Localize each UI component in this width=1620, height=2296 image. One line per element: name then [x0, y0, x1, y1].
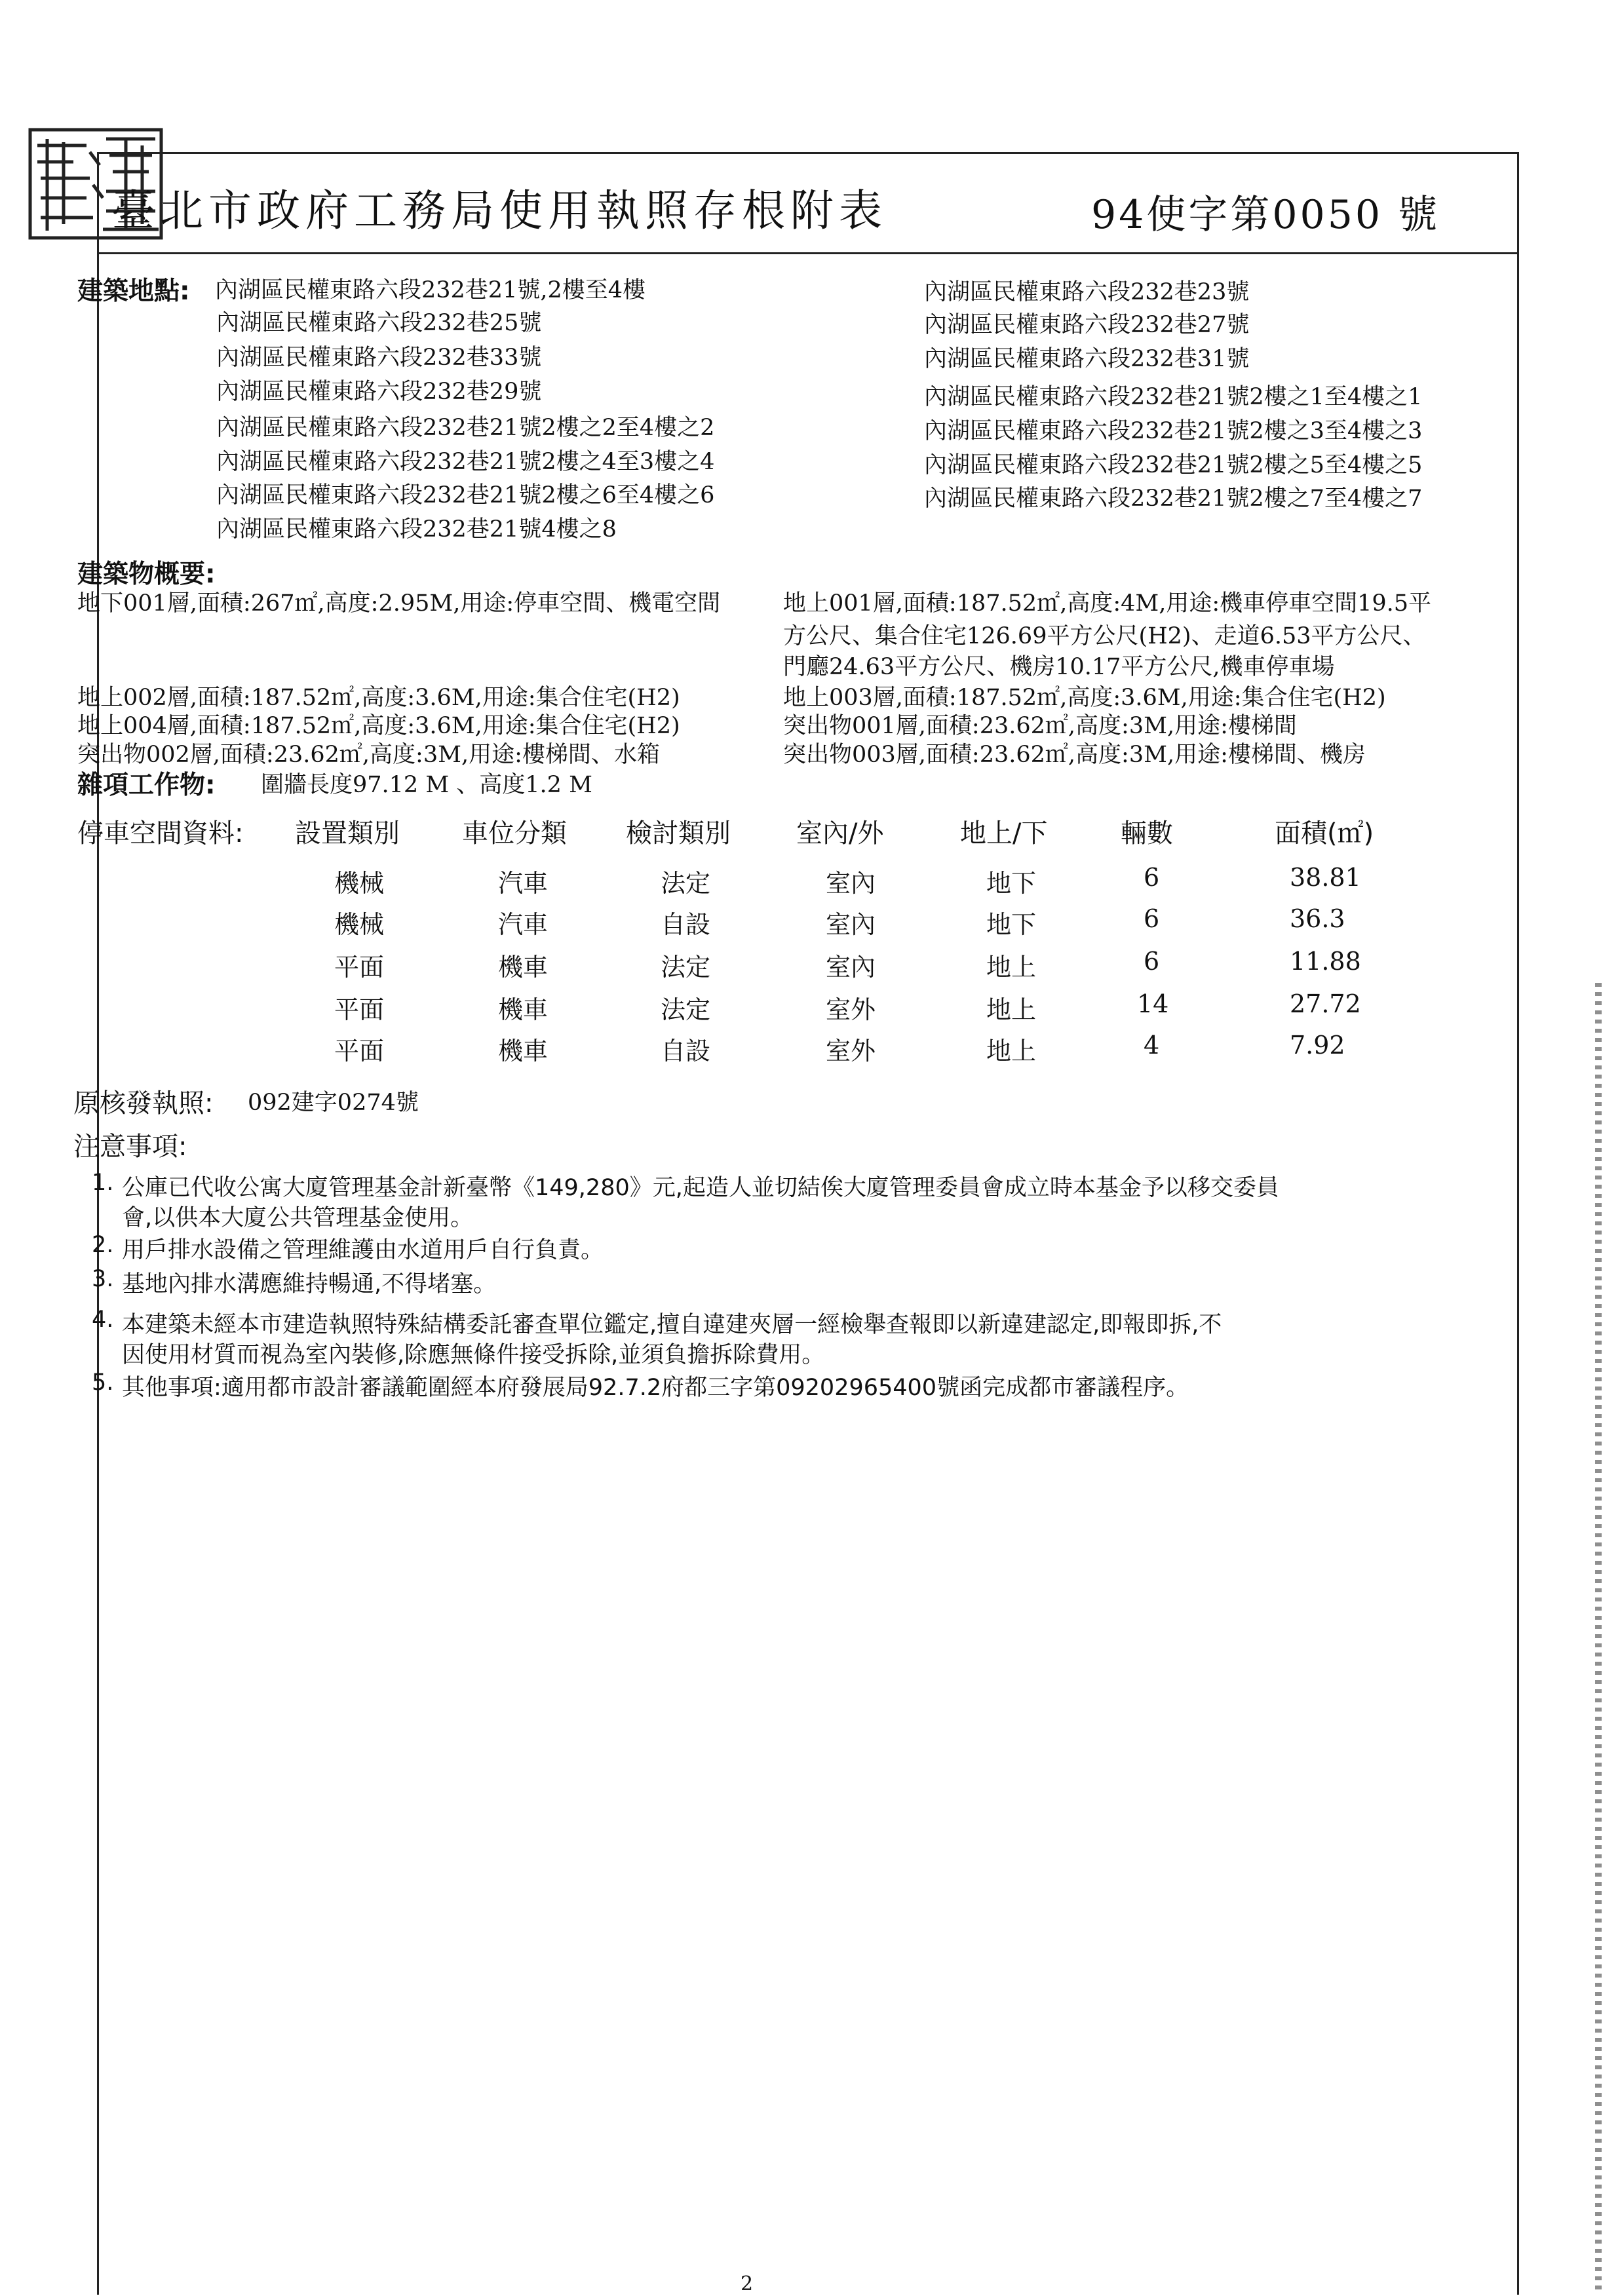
original-permit-label: 原核發執照: — [73, 1088, 214, 1119]
parking-header-5: 地上/下 — [960, 818, 1048, 849]
parking-cell: 6 — [1144, 863, 1160, 892]
parking-cell: 汽車 — [498, 869, 549, 898]
parking-cell: 室外 — [826, 1037, 876, 1065]
location-address-right-2: 內湖區民權東路六段232巷27號 — [924, 312, 1250, 338]
building-floor-2: 地上002層,面積:187.52㎡,高度:3.6M,用途:集合住宅(H2) — [77, 685, 680, 711]
location-address-left-8: 內湖區民權東路六段232巷21號4樓之8 — [216, 516, 617, 543]
note-text-line1: 公庫已代收公寓大廈管理基金計新臺幣《149,280》元,起造人並切結俟大廈管理委員會成立時本基金予以移交委員 — [122, 1175, 1279, 1201]
note-text-line2: 會,以供本大廈公共管理基金使用。 — [122, 1205, 474, 1231]
original-permit-value: 092建字0274號 — [248, 1090, 419, 1116]
parking-cell: 地上 — [986, 995, 1037, 1024]
parking-header-4: 室內/外 — [796, 818, 884, 849]
location-address-left-2: 內湖區民權東路六段232巷25號 — [216, 310, 542, 336]
parking-label: 停車空間資料: — [77, 818, 244, 849]
building-floor-4: 地上004層,面積:187.52㎡,高度:3.6M,用途:集合住宅(H2) — [77, 713, 680, 739]
note-number: 4. — [92, 1307, 114, 1333]
parking-header-7: 面積(㎡) — [1275, 818, 1374, 849]
parking-cell: 地下 — [986, 869, 1037, 898]
document-title: 臺北市政府工務局使用執照存根附表 — [111, 185, 887, 236]
parking-cell: 機車 — [498, 953, 549, 982]
building-roof-1: 突出物001層,面積:23.62㎡,高度:3M,用途:樓梯間 — [783, 713, 1297, 739]
parking-cell: 法定 — [661, 995, 711, 1024]
parking-cell: 自設 — [661, 910, 711, 939]
building-floor-b1: 地下001層,面積:267㎡,高度:2.95M,用途:停車空間、機電空間 — [77, 590, 721, 617]
parking-cell: 平面 — [334, 953, 385, 982]
building-floor-1-line1: 地上001層,面積:187.52㎡,高度:4M,用途:機車停車空間19.5平 — [783, 590, 1432, 617]
building-floor-1-line3: 門廳24.63平方公尺、機房10.17平方公尺,機車停車場 — [783, 654, 1335, 680]
page-number: 2 — [741, 2272, 754, 2295]
permit-number: 94使字第0050 號 — [1091, 192, 1440, 238]
note-number: 5. — [92, 1369, 114, 1396]
title-divider — [97, 252, 1519, 254]
parking-header-3: 檢討類別 — [626, 818, 731, 849]
location-address-right-6: 內湖區民權東路六段232巷21號2樓之5至4樓之5 — [924, 452, 1423, 478]
building-summary-label: 建築物概要: — [77, 560, 216, 589]
parking-cell: 室外 — [826, 995, 876, 1024]
parking-cell: 機車 — [498, 995, 549, 1024]
location-address-right-4: 內湖區民權東路六段232巷21號2樓之1至4樓之1 — [924, 384, 1423, 410]
building-roof-3: 突出物003層,面積:23.62㎡,高度:3M,用途:樓梯間、機房 — [783, 742, 1366, 768]
parking-cell: 36.3 — [1290, 904, 1345, 933]
parking-cell: 6 — [1144, 947, 1160, 976]
note-number: 3. — [92, 1266, 114, 1292]
parking-cell: 平面 — [334, 995, 385, 1024]
parking-cell: 機械 — [334, 910, 385, 939]
note-text-line1: 其他事項:適用都市設計審議範圍經本府發展局92.7.2府都三字第09202965400號函完成都市審議程序。 — [122, 1375, 1189, 1401]
notes-label: 注意事項: — [73, 1132, 187, 1162]
parking-cell: 平面 — [334, 1037, 385, 1065]
building-floor-3: 地上003層,面積:187.52㎡,高度:3.6M,用途:集合住宅(H2) — [783, 685, 1386, 711]
location-address-right-7: 內湖區民權東路六段232巷21號2樓之7至4樓之7 — [924, 486, 1423, 512]
location-address-left-1: 內湖區民權東路六段232巷21號,2樓至4樓 — [215, 277, 646, 303]
parking-cell: 7.92 — [1290, 1031, 1345, 1060]
location-address-left-4: 內湖區民權東路六段232巷29號 — [216, 379, 542, 405]
parking-cell: 機車 — [498, 1037, 549, 1065]
note-number: 2. — [92, 1232, 114, 1258]
location-address-right-5: 內湖區民權東路六段232巷21號2樓之3至4樓之3 — [924, 418, 1423, 444]
note-number: 1. — [92, 1170, 114, 1196]
location-address-left-7: 內湖區民權東路六段232巷21號2樓之6至4樓之6 — [216, 482, 715, 508]
parking-cell: 室內 — [826, 910, 876, 939]
parking-cell: 法定 — [661, 953, 711, 982]
parking-cell: 機械 — [334, 869, 385, 898]
location-address-right-3: 內湖區民權東路六段232巷31號 — [924, 346, 1250, 372]
parking-header-2: 車位分類 — [462, 818, 567, 849]
note-text-line1: 基地內排水溝應維持暢通,不得堵塞。 — [122, 1271, 497, 1297]
location-address-left-6: 內湖區民權東路六段232巷21號2樓之4至3樓之4 — [216, 449, 715, 475]
parking-cell: 地下 — [986, 910, 1037, 939]
parking-cell: 法定 — [661, 869, 711, 898]
parking-cell: 14 — [1137, 989, 1169, 1018]
parking-cell: 室內 — [826, 869, 876, 898]
parking-cell: 11.88 — [1290, 947, 1361, 976]
note-text-line1: 用戶排水設備之管理維護由水道用戶自行負責。 — [122, 1237, 604, 1263]
parking-cell: 地上 — [986, 953, 1037, 982]
parking-cell: 室內 — [826, 953, 876, 982]
location-address-left-5: 內湖區民權東路六段232巷21號2樓之2至4樓之2 — [216, 415, 715, 441]
scan-edge-mark — [1595, 983, 1602, 2293]
building-roof-2: 突出物002層,面積:23.62㎡,高度:3M,用途:樓梯間、水箱 — [77, 742, 660, 768]
parking-cell: 27.72 — [1290, 989, 1361, 1018]
parking-cell: 6 — [1144, 904, 1160, 933]
building-floor-1-line2: 方公尺、集合住宅126.69平方公尺(H2)、走道6.53平方公尺、 — [783, 623, 1426, 649]
parking-header-1: 設置類別 — [295, 818, 400, 849]
parking-cell: 4 — [1144, 1031, 1160, 1060]
location-label: 建築地點: — [77, 277, 190, 306]
parking-cell: 地上 — [986, 1037, 1037, 1065]
parking-cell: 38.81 — [1290, 863, 1361, 892]
parking-cell: 自設 — [661, 1037, 711, 1065]
misc-works-value: 圍牆長度97.12 M 、高度1.2 M — [261, 772, 592, 798]
note-text-line1: 本建築未經本市建造執照特殊結構委託審查單位鑑定,擅自違建夾層一經檢舉查報即以新違建認定,即報即拆,不 — [122, 1312, 1222, 1338]
note-text-line2: 因使用材質而視為室內裝修,除應無條件接受拆除,並須負擔拆除費用。 — [122, 1342, 825, 1368]
misc-works-label: 雜項工作物: — [77, 771, 216, 800]
parking-cell: 汽車 — [498, 910, 549, 939]
parking-header-6: 輛數 — [1121, 818, 1173, 849]
location-address-left-3: 內湖區民權東路六段232巷33號 — [216, 345, 542, 371]
location-address-right-1: 內湖區民權東路六段232巷23號 — [924, 279, 1250, 305]
